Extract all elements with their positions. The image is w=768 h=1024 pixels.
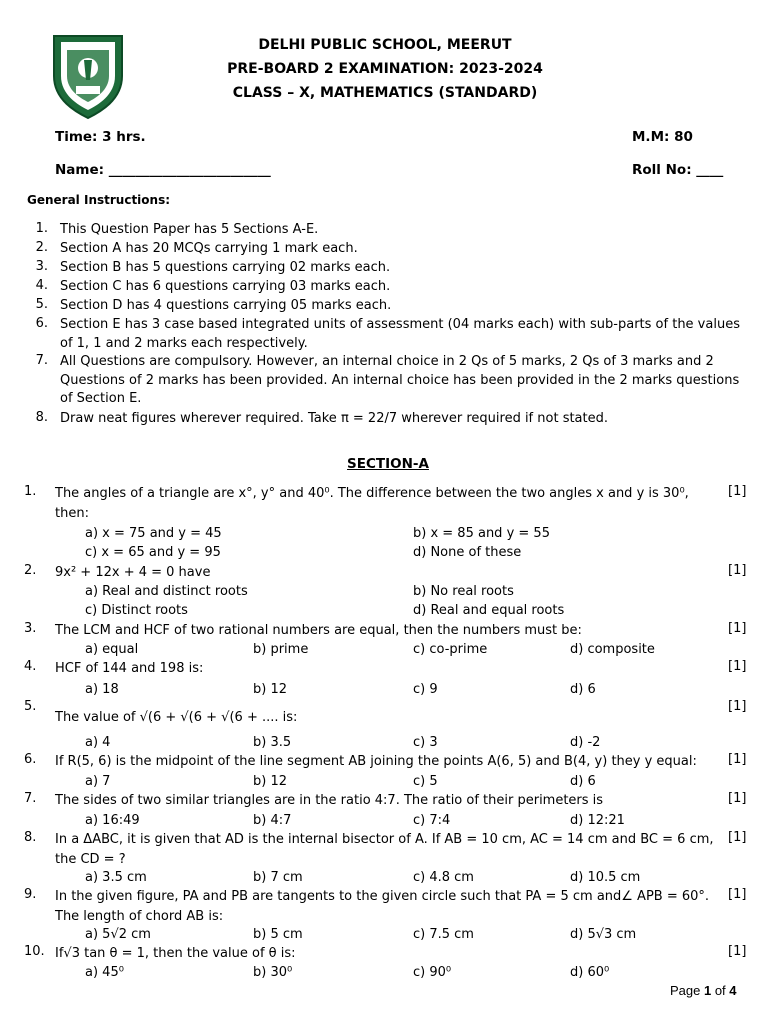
question-marks: [1] [728, 563, 747, 578]
instruction-number: 4. [35, 278, 48, 293]
school-logo [50, 30, 126, 120]
roll-field: Roll No: ____ [632, 162, 724, 178]
instruction-text: Section E has 3 case based integrated units of assessment (04 marks each) with sub-parts of the values of 1, 1 and 2 marks each respectively. [60, 317, 740, 351]
option: b) No real roots [413, 584, 514, 599]
option: c) 7.5 cm [413, 927, 474, 942]
option: b) 12 [253, 682, 287, 697]
question-marks: [1] [728, 752, 747, 767]
option: d) 6 [570, 682, 596, 697]
page-number: 1 [703, 983, 712, 998]
option: d) None of these [413, 545, 522, 560]
time-label: Time: 3 hrs. [55, 129, 146, 145]
option: d) 6 [570, 774, 596, 789]
option: d) Real and equal roots [413, 603, 565, 618]
instruction-text: All Questions are compulsory. However, an internal choice in 2 Qs of 5 marks, 2 Qs of 3 marks and 2 Questions of 2 marks has been provided. An internal choice has been provided in the 2 marks questions of Section E. [60, 354, 740, 406]
option: b) prime [253, 642, 309, 657]
option: d) 60⁰ [570, 965, 610, 980]
option: d) 10.5 cm [570, 870, 641, 885]
instruction-text: Section C has 6 questions carrying 03 marks each. [60, 279, 391, 294]
option: b) 5 cm [253, 927, 303, 942]
question-text: If√3 tan θ = 1, then the value of θ is: [55, 946, 296, 961]
question-marks: [1] [728, 944, 747, 959]
question-number: 8. [24, 830, 37, 845]
name-field: Name: ________________________ [55, 162, 271, 178]
option: d) composite [570, 642, 655, 657]
option: a) 18 [85, 682, 119, 697]
option: a) 5√2 cm [85, 927, 151, 942]
option: b) 4:7 [253, 813, 292, 828]
page-footer [670, 983, 737, 998]
question-number: 7. [24, 791, 37, 806]
option: b) 30⁰ [253, 965, 293, 980]
question-marks: [1] [728, 791, 747, 806]
question-number: 6. [24, 752, 37, 767]
instruction-number: 7. [35, 353, 48, 368]
instruction-number: 5. [35, 297, 48, 312]
option: c) 3 [413, 735, 438, 750]
instruction-number: 1. [35, 221, 48, 236]
option: c) 90⁰ [413, 965, 452, 980]
max-marks: M.M: 80 [632, 129, 693, 145]
question-text: HCF of 144 and 198 is: [55, 661, 204, 676]
question-text: The value of √(6 + √(6 + √(6 + .... is: [55, 710, 298, 725]
question-text: The angles of a triangle are x°, y° and 40⁰. The difference between the two angles x and y is 30⁰, then: [55, 486, 689, 521]
question-text: If R(5, 6) is the midpoint of the line segment AB joining the points A(6, 5) and B(4, y) they y equal: [55, 754, 697, 769]
question-text: In a ΔABC, it is given that AD is the internal bisector of A. If AB = 10 cm, AC = 14 cm and BC = 6 cm, the CD = ? [55, 832, 714, 867]
instruction-number: 6. [35, 316, 48, 331]
instruction-text: Section A has 20 MCQs carrying 1 mark each. [60, 241, 358, 256]
option: b) 3.5 [253, 735, 292, 750]
question-marks: [1] [728, 887, 747, 902]
option: c) co-prime [413, 642, 488, 657]
question-number: 2. [24, 563, 37, 578]
instruction-number: 8. [35, 410, 48, 425]
question-marks: [1] [728, 484, 747, 499]
option: a) 7 [85, 774, 111, 789]
option: a) 4 [85, 735, 111, 750]
question-text: In the given figure, PA and PB are tangents to the given circle such that PA = 5 cm and∠ APB = 60°. The length of chord AB is: [55, 889, 710, 924]
option: d) -2 [570, 735, 601, 750]
option: c) 5 [413, 774, 438, 789]
question-marks: [1] [728, 621, 747, 636]
instruction-text: Section D has 4 questions carrying 05 marks each. [60, 298, 392, 313]
page-total: 4 [729, 983, 737, 998]
option: a) Real and distinct roots [85, 584, 248, 599]
option: d) 12:21 [570, 813, 625, 828]
question-text: The sides of two similar triangles are in the ratio 4:7. The ratio of their perimeters is [55, 793, 604, 808]
school-name: DELHI PUBLIC SCHOOL, MEERUT [258, 37, 512, 53]
option: d) 5√3 cm [570, 927, 637, 942]
instruction-text: This Question Paper has 5 Sections A-E. [60, 222, 319, 237]
question-marks: [1] [728, 659, 747, 674]
instruction-text: Draw neat figures wherever required. Take π = 22/7 wherever required if not stated. [60, 411, 609, 426]
instruction-text: Section B has 5 questions carrying 02 marks each. [60, 260, 391, 275]
option: a) 16:49 [85, 813, 140, 828]
instructions-title: General Instructions: [27, 193, 171, 207]
question-number: 10. [24, 944, 45, 959]
option: c) 4.8 cm [413, 870, 474, 885]
exam-title: PRE-BOARD 2 EXAMINATION: 2023-2024 [227, 61, 543, 77]
question-text: 9x² + 12x + 4 = 0 have [55, 565, 211, 580]
option: a) 45⁰ [85, 965, 124, 980]
question-number: 9. [24, 887, 37, 902]
option: b) 7 cm [253, 870, 303, 885]
option: c) x = 65 and y = 95 [85, 545, 221, 560]
question-text: The LCM and HCF of two rational numbers are equal, then the numbers must be: [55, 623, 582, 638]
option: a) 3.5 cm [85, 870, 147, 885]
page-prefix: Page [670, 983, 704, 998]
section-a-heading: SECTION-A [347, 456, 429, 472]
question-number: 1. [24, 484, 37, 499]
question-number: 5. [24, 699, 37, 714]
question-number: 4. [24, 659, 37, 674]
option: c) Distinct roots [85, 603, 188, 618]
question-marks: [1] [728, 699, 747, 714]
question-marks: [1] [728, 830, 747, 845]
instruction-number: 2. [35, 240, 48, 255]
class-subject: CLASS – X, MATHEMATICS (STANDARD) [232, 85, 538, 101]
option: c) 7:4 [413, 813, 451, 828]
option: b) 12 [253, 774, 287, 789]
instruction-number: 3. [35, 259, 48, 274]
option: a) equal [85, 642, 139, 657]
option: c) 9 [413, 682, 438, 697]
question-number: 3. [24, 621, 37, 636]
option: b) x = 85 and y = 55 [413, 526, 550, 541]
option: a) x = 75 and y = 45 [85, 526, 222, 541]
page-of: of [711, 983, 730, 998]
